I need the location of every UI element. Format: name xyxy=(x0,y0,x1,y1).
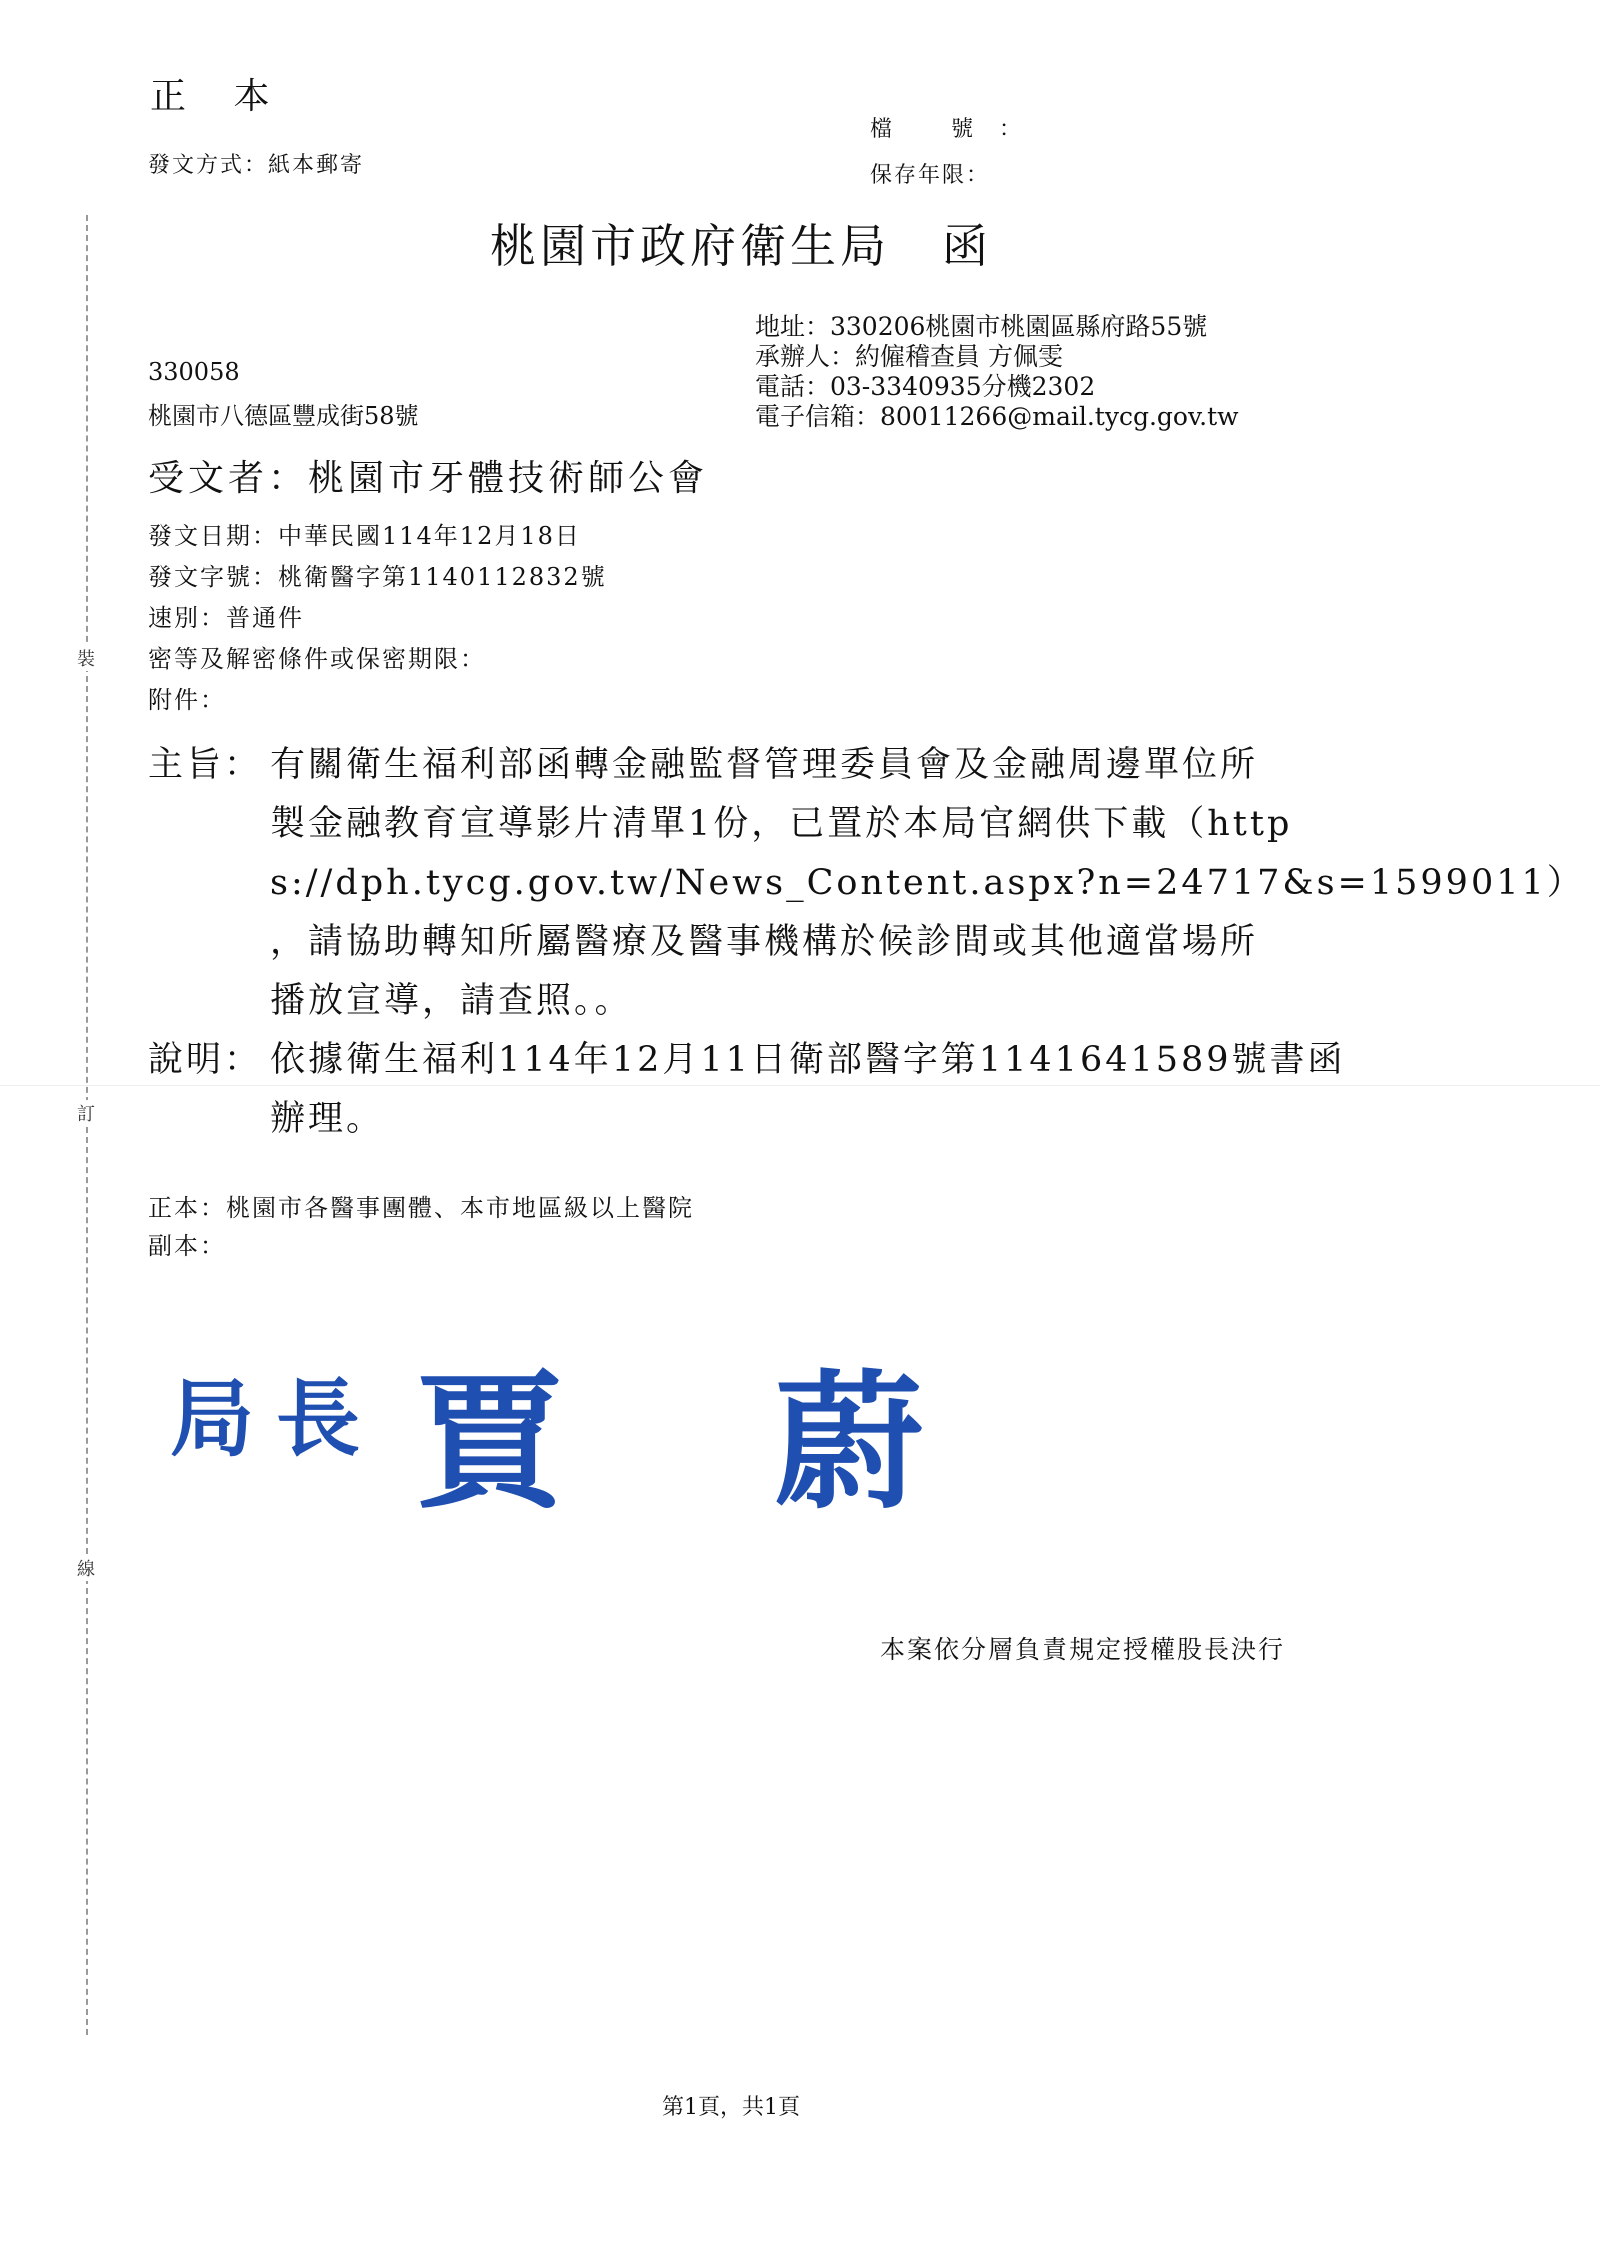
fold-crease xyxy=(0,1085,1600,1086)
explanation-line: 辦理。 xyxy=(270,1099,385,1139)
agency-name: 桃園市政府衛生局 xyxy=(490,219,890,273)
subject-line: ，請協助轉知所屬醫療及醫事機構於候診間或其他適當場所 xyxy=(270,922,1259,962)
binding-mark-zhuang: 裝 xyxy=(74,645,98,671)
send-method: 發文方式：紙本郵寄 xyxy=(148,153,365,178)
recipient: 受文者：桃園市牙體技術師公會 xyxy=(148,458,709,499)
subject-section xyxy=(148,736,1585,1031)
delivery-speed: 速別：普通件 xyxy=(148,604,304,632)
archive-file-number: 檔 號： xyxy=(870,117,1047,142)
contact-address: 地址：330206桃園市桃園區縣府路55號 xyxy=(755,312,1208,341)
copy-mark: 正 本 xyxy=(150,76,288,117)
contact-email: 電子信箱：80011266@mail.tycg.gov.tw xyxy=(755,402,1239,431)
page-number: 第1頁，共1頁 xyxy=(662,2095,800,2120)
delegation-note: 本案依分層負責規定授權股長決行 xyxy=(880,1635,1286,1664)
contact-phone: 電話：03-3340935分機2302 xyxy=(755,372,1096,401)
subject-label: 主旨： xyxy=(148,745,263,785)
distribution-copy: 副本： xyxy=(148,1232,226,1260)
postal-code: 330058 xyxy=(148,358,240,386)
issue-date: 發文日期：中華民國114年12月18日 xyxy=(148,522,581,550)
contact-handler: 承辦人：約僱稽查員 方佩雯 xyxy=(755,342,1063,371)
document-number: 發文字號：桃衛醫字第1140112832號 xyxy=(148,563,607,591)
subject-line: 主旨： 有關衛生福利部函轉金融監督管理委員會及金融周邊單位所 xyxy=(148,736,1585,795)
explanation-line: 說明： 依據衛生福利114年12月11日衛部醫字第1141641589號書函 xyxy=(148,1031,1346,1090)
distribution-original: 正本：桃園市各醫事團體、本市地區級以上醫院 xyxy=(148,1194,694,1222)
subject-line: 製金融教育宣導影片清單1份，已置於本局官網供下載（http xyxy=(270,804,1293,844)
postal-address: 桃園市八德區豐成街58號 xyxy=(148,402,419,430)
binding-mark-ding: 訂 xyxy=(74,1100,98,1126)
director-title-stamp: 局長 xyxy=(170,1370,383,1468)
document-title xyxy=(490,210,992,276)
document-type: 函 xyxy=(942,219,992,273)
director-surname-stamp: 賈 xyxy=(415,1357,563,1529)
binding-mark-xian: 線 xyxy=(74,1555,98,1581)
confidentiality: 密等及解密條件或保密期限： xyxy=(148,645,486,673)
attachment: 附件： xyxy=(148,686,226,714)
subject-line: s://dph.tycg.gov.tw/News_Content.aspx?n=24717&s=1599011） xyxy=(270,863,1585,903)
director-given-name-stamp: 蔚 xyxy=(775,1357,923,1529)
subject-line: 播放宣導，請查照。。 xyxy=(270,981,633,1021)
explanation-label: 說明： xyxy=(148,1040,263,1080)
explanation-section xyxy=(148,1031,1346,1149)
archive-retention: 保存年限： xyxy=(870,163,991,188)
